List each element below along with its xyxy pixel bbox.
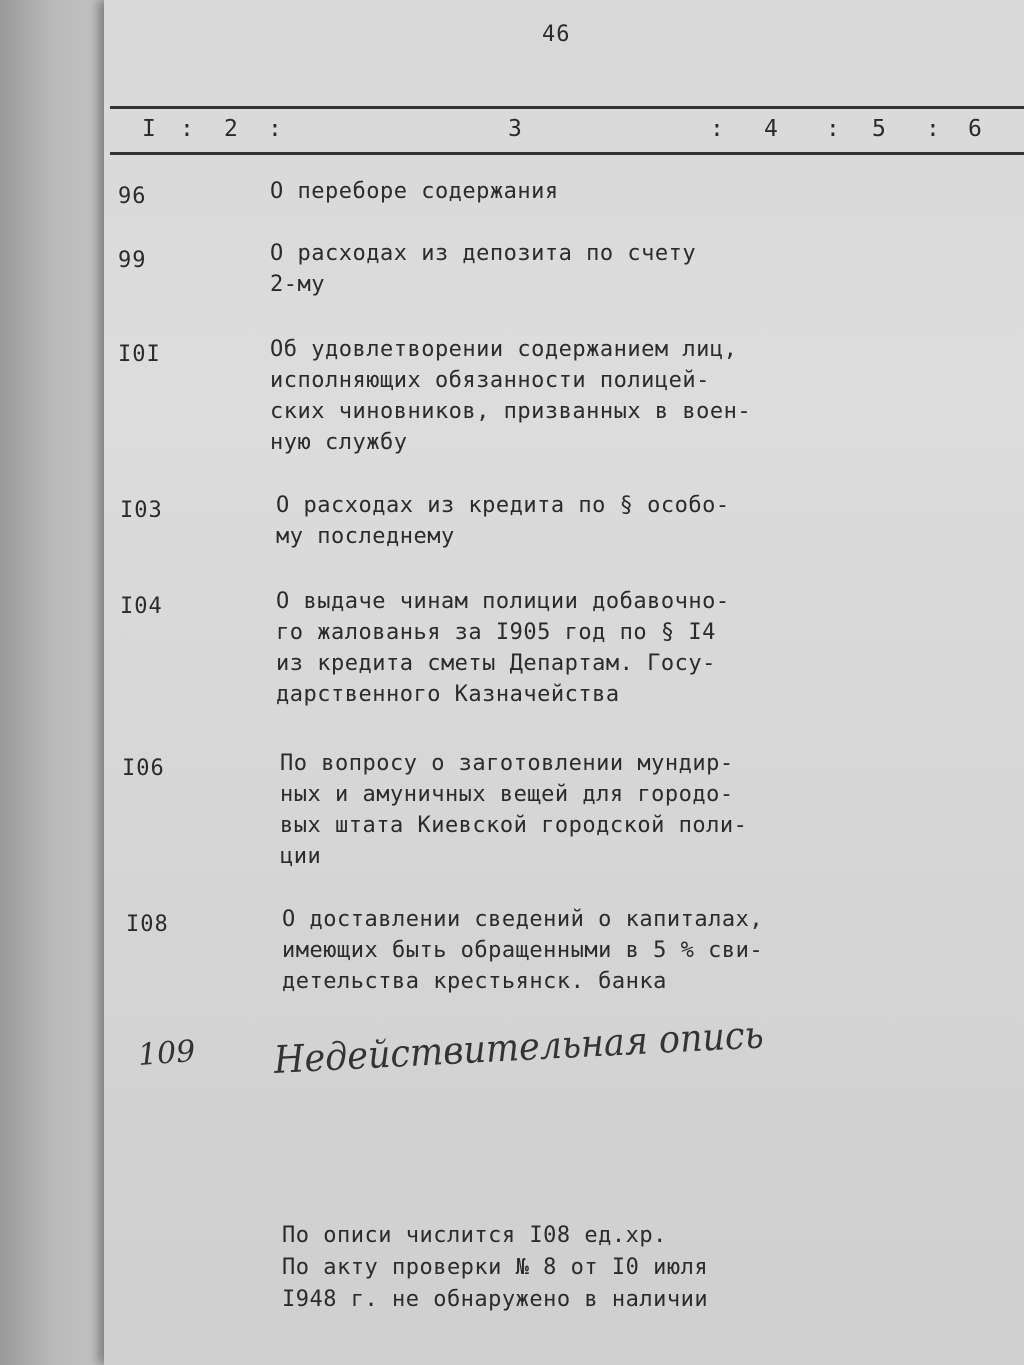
footer-note: По описи числится I08 ед.хр. По акту проверки № 8 от I0 июля I948 г. не обнаружено в наличии (282, 1223, 709, 1312)
row-number: 99 (118, 248, 147, 273)
handwritten-number: 109 (136, 1034, 197, 1073)
column-header-6: 6 (968, 116, 982, 142)
row-number: I06 (122, 756, 165, 781)
column-header-3: 3 (508, 116, 522, 142)
row-number: 96 (118, 184, 147, 209)
column-header-2: 2 (224, 116, 238, 142)
row-title: По вопросу о заготовлении мундир- ных и амуничных вещей для городо- вых штата Киевской городской поли- ции (280, 751, 748, 869)
page-number: 46 (542, 22, 571, 47)
column-separator: : (826, 116, 840, 142)
row-title: Об удовлетворении содержанием лиц, исполняющих обязанности полицей- ских чиновников, призванных в воен- ную службу (270, 337, 752, 455)
column-separator: : (926, 116, 940, 142)
column-header-1: I (142, 116, 156, 142)
row-number: I0I (118, 342, 161, 367)
column-header-4: 4 (764, 116, 778, 142)
row-number: I04 (120, 594, 163, 619)
column-separator: : (268, 116, 282, 142)
column-separator: : (180, 116, 194, 142)
row-title: О выдаче чинам полиции добавочно- го жалованья за I905 год по § I4 из кредита сметы Департам. Госу- дарственного Казначейства (276, 589, 730, 707)
row-title: О расходах из депозита по счету 2-му (270, 241, 697, 297)
row-number: I08 (126, 912, 169, 937)
header-rule-top (110, 106, 1024, 109)
row-title: О расходах из кредита по § особо- му последнему (276, 493, 730, 549)
row-title: О доставлении сведений о капиталах, имеющих быть обращенными в 5 % сви- детельства крестьянск. банка (282, 907, 764, 994)
document-page (104, 0, 1024, 1365)
column-header-5: 5 (872, 116, 886, 142)
row-number: I03 (120, 498, 163, 523)
column-separator: : (710, 116, 724, 142)
handwritten-note: Недействительная опись (272, 1012, 765, 1082)
row-title: О переборе содержания (270, 179, 559, 204)
header-rule-bottom (110, 152, 1024, 155)
